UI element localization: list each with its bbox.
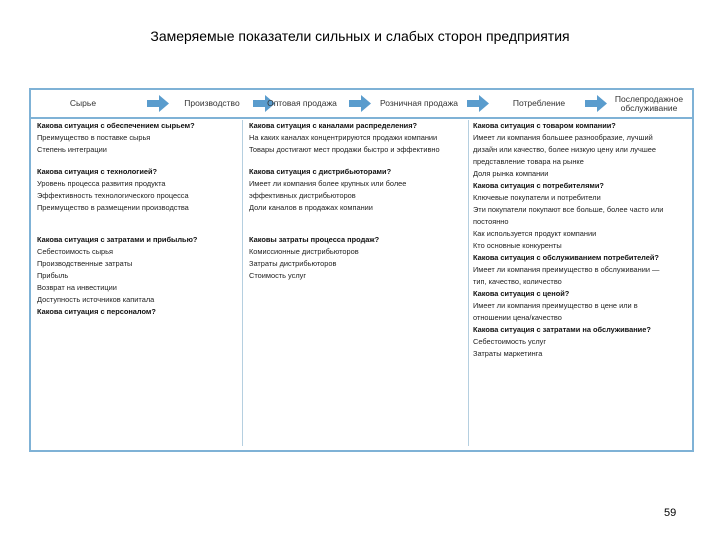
section-heading: Какова ситуация с обслуживанием потребителей? xyxy=(473,253,659,262)
arrow-right-icon xyxy=(147,95,169,112)
page-number: 59 xyxy=(664,507,677,519)
list-item: Затраты маркетинга xyxy=(473,349,543,358)
section-heading: Каковы затраты процесса продаж? xyxy=(249,235,380,244)
spacer xyxy=(37,224,237,234)
list-item: Эти покупатели покупают все больше, более часто или xyxy=(473,205,664,214)
section-heading: Какова ситуация с каналами распределения? xyxy=(249,121,418,130)
section-heading: Какова ситуация с затратами и прибылью? xyxy=(37,235,198,244)
list-item: Имеет ли компания преимущество в обслуживании — xyxy=(473,265,660,274)
list-item: На каких каналах концентрируются продажи компании xyxy=(249,133,438,142)
list-item: Эффективность технологического процесса xyxy=(37,191,189,200)
list-item: эффективных дистрибьюторов xyxy=(249,191,356,200)
arrow-right-icon xyxy=(349,95,371,112)
list-item: Степень интеграции xyxy=(37,145,107,154)
stage-wholesale: Оптовая продажа xyxy=(267,98,337,108)
spacer xyxy=(249,224,471,234)
column-consumption-service xyxy=(468,120,693,446)
arrow-right-icon xyxy=(585,95,607,112)
list-item: Возврат на инвестиции xyxy=(37,283,117,292)
stage-production: Производство xyxy=(184,98,240,108)
list-item: постоянно xyxy=(473,217,509,226)
list-item: отношении цена/качество xyxy=(473,313,562,322)
list-item: Товары достигают мест продажи быстро и эффективно xyxy=(249,145,440,154)
list-item: Имеет ли компания преимущество в цене или в xyxy=(473,301,638,310)
list-item: Доступность источников капитала xyxy=(37,295,155,304)
list-item: тип, качество, количество xyxy=(473,277,562,286)
section-heading: Какова ситуация с технологией? xyxy=(37,167,158,176)
list-item: Как используется продукт компании xyxy=(473,229,597,238)
value-chain-header xyxy=(31,90,692,119)
column-wholesale-retail xyxy=(242,120,471,446)
list-item: представление товара на рынке xyxy=(473,157,584,166)
stage-consumption: Потребление xyxy=(512,98,566,108)
list-item: Имеет ли компания более крупных или более xyxy=(249,179,407,188)
column-raw-materials-production xyxy=(37,120,237,446)
list-item: Имеет ли компания большее разнообразие, лучший xyxy=(473,133,653,142)
section-heading: Какова ситуация с обеспечением сырьем? xyxy=(37,121,195,130)
list-item: дизайн или качество, более низкую цену или лучшее xyxy=(473,145,656,154)
list-item: Доля рынка компании xyxy=(473,169,549,178)
list-item: Стоимость услуг xyxy=(249,271,307,280)
spacer xyxy=(37,214,237,224)
stage-raw-materials: Сырье xyxy=(69,98,97,108)
list-item: Себестоимость сырья xyxy=(37,247,114,256)
list-item: Кто основные конкуренты xyxy=(473,241,562,250)
stage-after-sales-service: Послепродажное обслуживание xyxy=(614,93,684,113)
spacer xyxy=(249,214,471,224)
section-heading: Какова ситуация с потребителями? xyxy=(473,181,604,190)
section-heading: Какова ситуация с персоналом? xyxy=(37,307,156,316)
list-item: Преимущество в поставке сырья xyxy=(37,133,151,142)
section-heading: Какова ситуация с ценой? xyxy=(473,289,570,298)
value-chain-table xyxy=(29,88,694,452)
list-item: Производственные затраты xyxy=(37,259,133,268)
list-item: Преимущество в размещении производства xyxy=(37,203,189,212)
arrow-right-icon xyxy=(467,95,489,112)
list-item: Уровень процесса развития продукта xyxy=(37,179,166,188)
slide-title: Замеряемые показатели сильных и слабых сторон предприятия xyxy=(150,28,570,44)
spacer xyxy=(249,156,471,166)
section-heading: Какова ситуация с затратами на обслуживание? xyxy=(473,325,651,334)
list-item: Комиссионные дистрибьюторов xyxy=(249,247,359,256)
list-item: Ключевые покупатели и потребители xyxy=(473,193,601,202)
stage-retail: Розничная продажа xyxy=(379,98,459,108)
section-heading: Какова ситуация с товаром компании? xyxy=(473,121,616,130)
list-item: Себестоимость услуг xyxy=(473,337,547,346)
section-heading: Какова ситуация с дистрибьюторами? xyxy=(249,167,392,176)
spacer xyxy=(37,156,237,166)
list-item: Доли каналов в продажах компании xyxy=(249,203,373,212)
list-item: Затраты дистрибьюторов xyxy=(249,259,337,268)
list-item: Прибыль xyxy=(37,271,69,280)
